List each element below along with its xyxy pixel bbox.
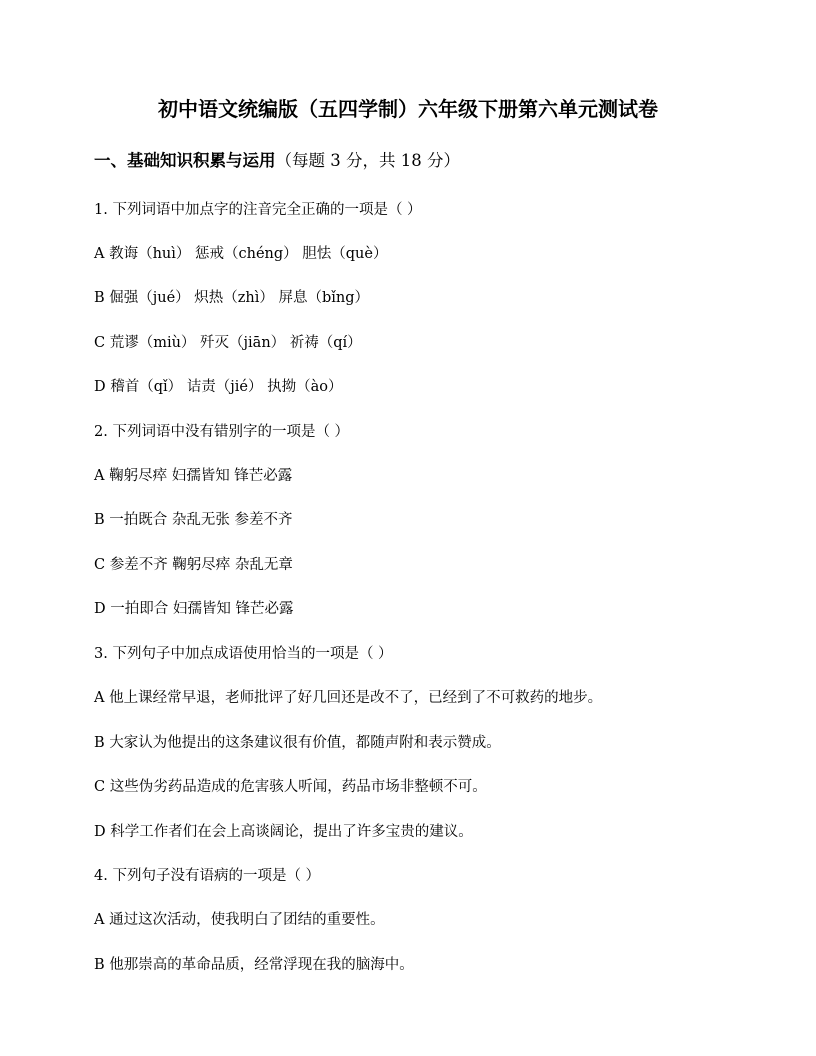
question-2-option-b: B 一拍既合 杂乱无张 参差不齐 [94, 512, 293, 528]
document-title: 初中语文统编版（五四学制）六年级下册第六单元测试卷 [158, 97, 658, 121]
question-4-option-a: A 通过这次活动，使我明白了团结的重要性。 [94, 912, 385, 928]
question-3-option-c: C 这些伪劣药品造成的危害骇人听闻，药品市场非整顿不可。 [94, 779, 487, 795]
question-1-stem: 1. 下列词语中加点字的注音完全正确的一项是（ ） [94, 202, 422, 218]
question-1-option-a: A 教诲（huì） 惩戒（chéng） 胆怯（què） [94, 246, 388, 262]
question-3-option-d: D 科学工作者们在会上高谈阔论，提出了许多宝贵的建议。 [94, 824, 473, 840]
question-3-option-a: A 他上课经常早退，老师批评了好几回还是改不了，已经到了不可救药的地步。 [94, 690, 603, 706]
question-3-option-b: B 大家认为他提出的这条建议很有价值，都随声附和表示赞成。 [94, 735, 501, 751]
question-2-option-c: C 参差不齐 鞠躬尽瘁 杂乱无章 [94, 557, 293, 573]
question-2-option-d: D 一拍即合 妇孺皆知 锋芒必露 [94, 601, 294, 617]
section-title: 一、基础知识积累与运用 [94, 151, 276, 170]
question-4-option-b: B 他那崇高的革命品质，经常浮现在我的脑海中。 [94, 957, 414, 973]
section-score-note: （每题 3 分，共 18 分） [275, 151, 460, 170]
question-2-stem: 2. 下列词语中没有错别字的一项是（ ） [94, 424, 350, 440]
section-heading [94, 148, 460, 174]
question-2-option-a: A 鞠躬尽瘁 妇孺皆知 锋芒必露 [94, 468, 293, 484]
question-3-stem: 3. 下列句子中加点成语使用恰当的一项是（ ） [94, 646, 393, 662]
question-1-option-b: B 倔强（jué） 炽热（zhì） 屏息（bǐng） [94, 290, 370, 306]
question-1-option-c: C 荒谬（miù） 歼灭（jiān） 祈祷（qí） [94, 335, 362, 351]
question-1-option-d: D 稽首（qǐ） 诘责（jié） 执拗（ào） [94, 379, 343, 395]
question-4-stem: 4. 下列句子没有语病的一项是（ ） [94, 868, 321, 884]
